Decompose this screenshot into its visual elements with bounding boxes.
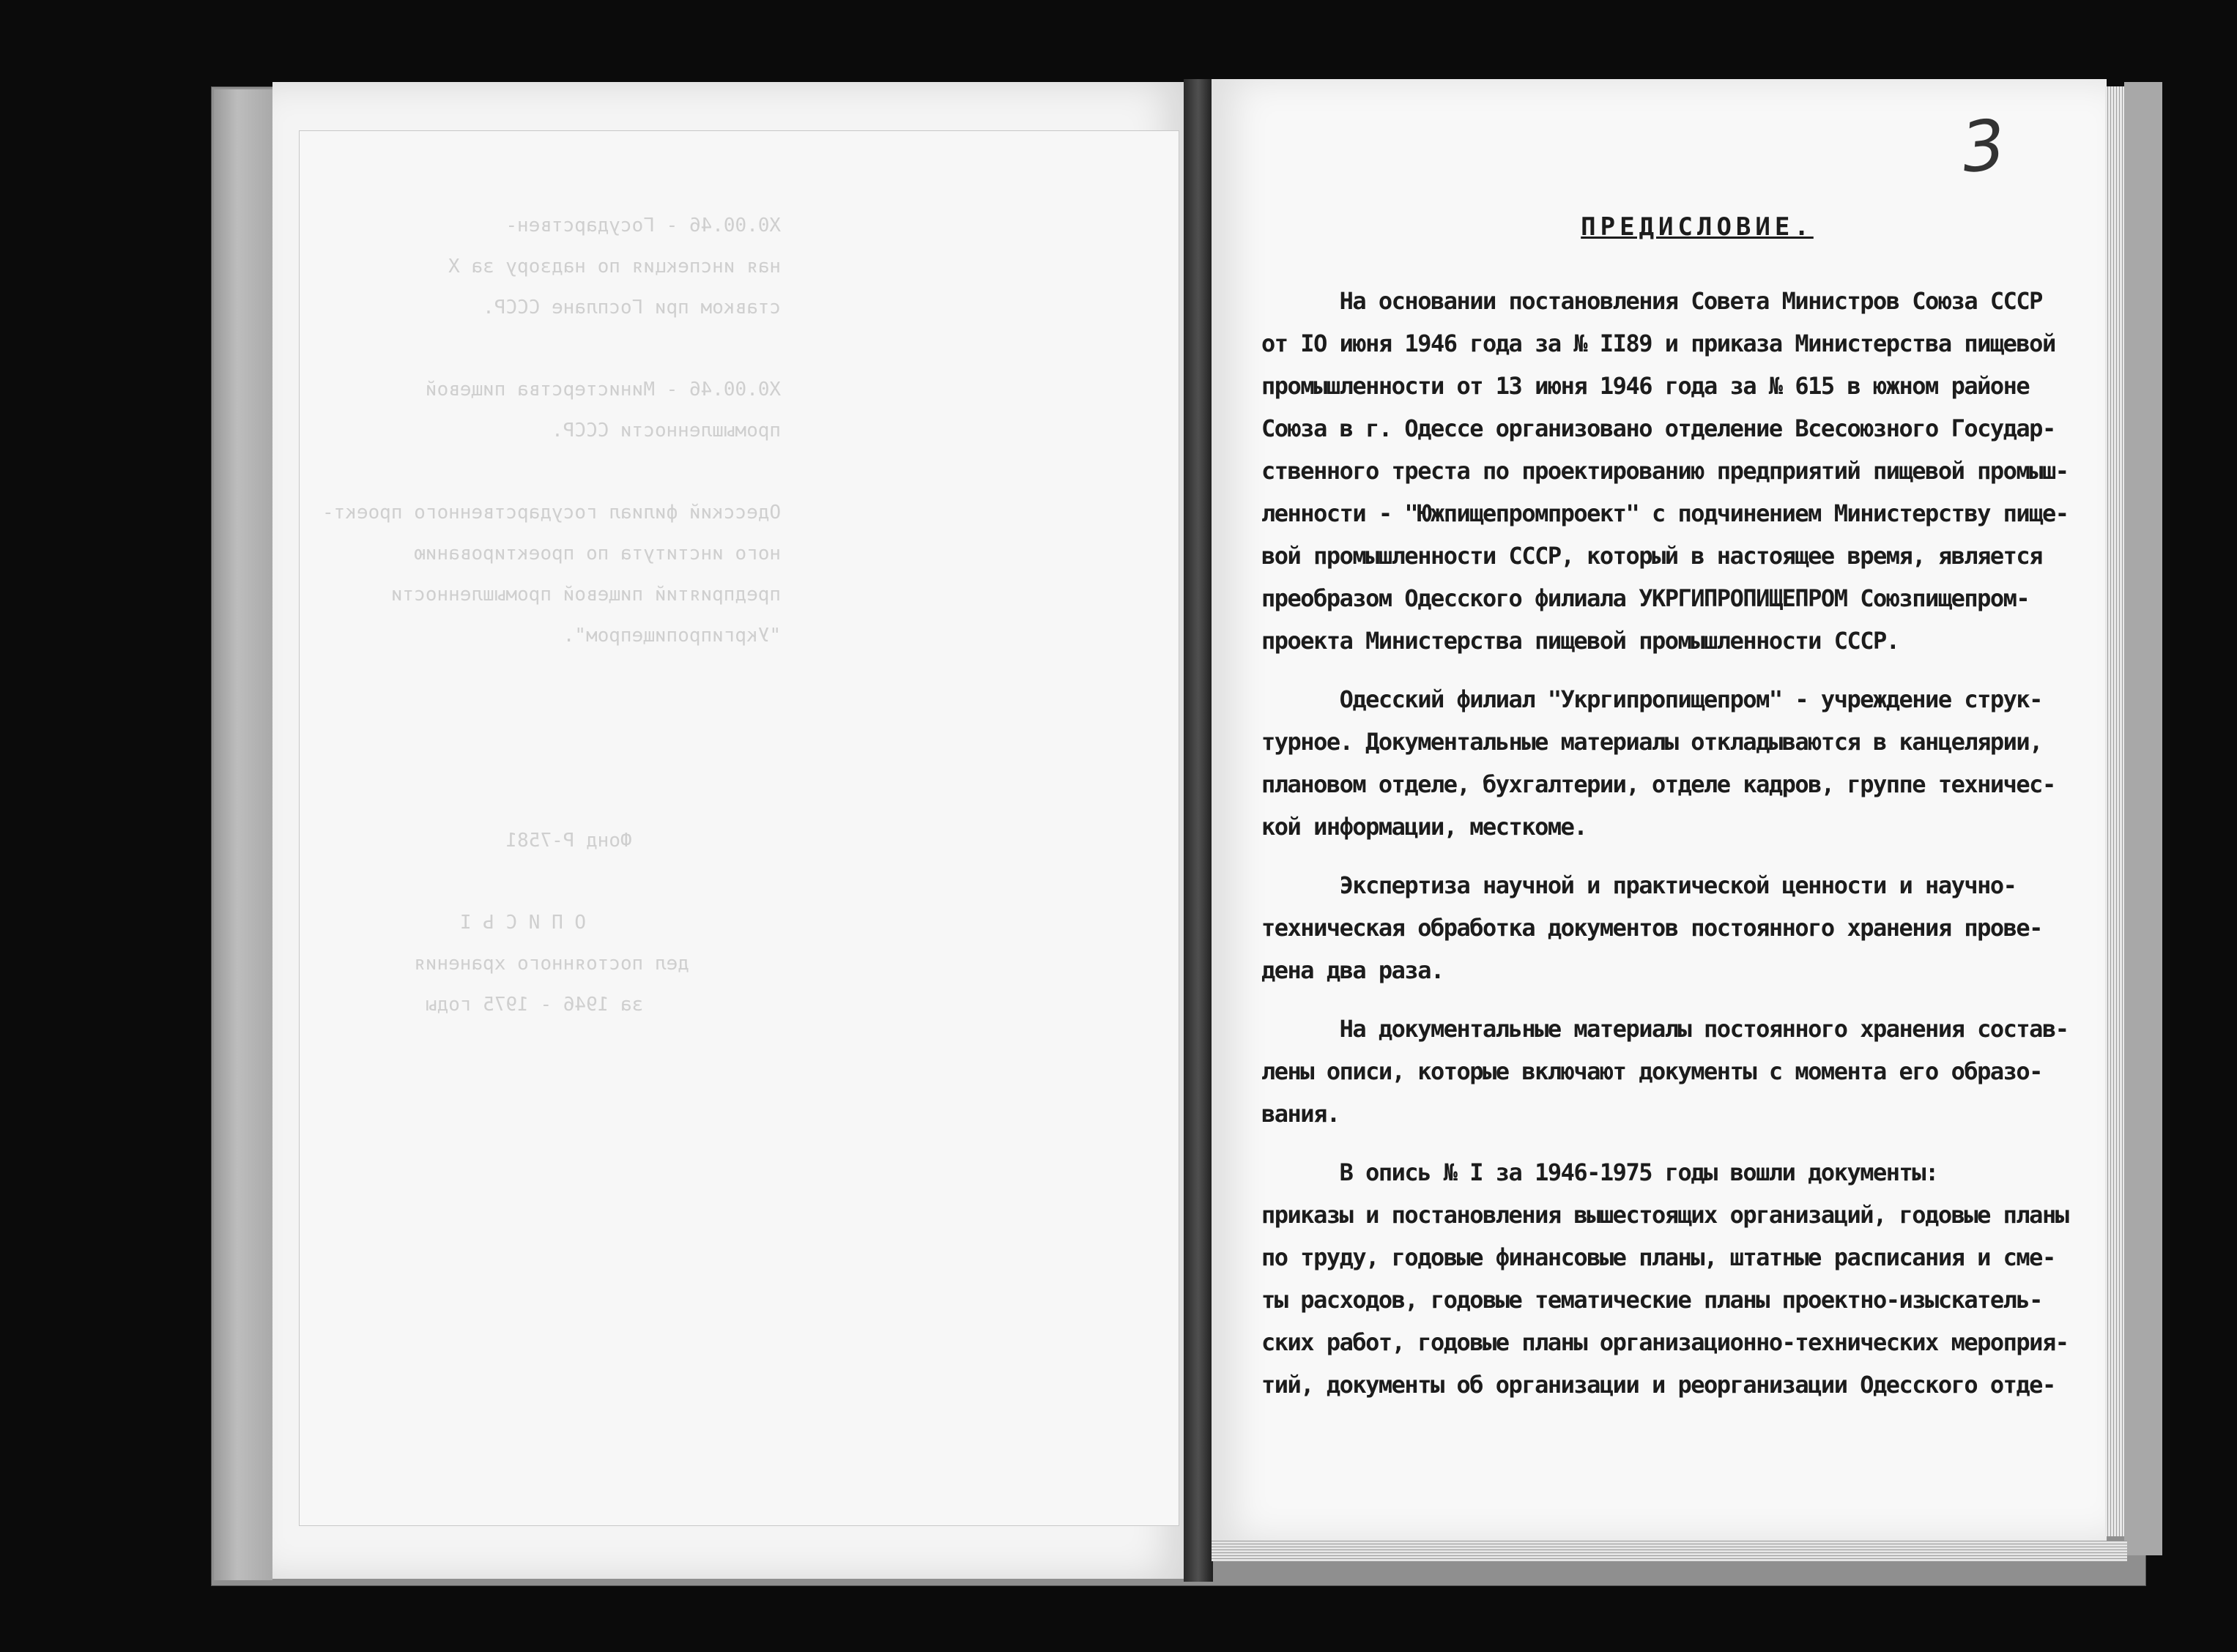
text-line: На документальные материалы постоянного хранения состав- <box>1261 1015 2069 1043</box>
page-stack-bottom-edge <box>1212 1541 2127 1561</box>
page-stack-edge <box>2105 86 2124 1536</box>
text-line: ленности - "Южпищепромпроект" с подчинением Министерству пище- <box>1261 499 2069 527</box>
book-gutter <box>1184 79 1213 1582</box>
paragraph <box>1261 1151 2074 1406</box>
text-line: от IO июня 1946 года за № II89 и приказа Министерства пищевой <box>1261 330 2055 357</box>
text-line: В опись № I за 1946-1975 годы вошли документы: <box>1261 1158 1938 1186</box>
left-page-bleed-through-text: Х0.00.46 - Государствен- ная инспекция по надзору за Х ставком при Госплане СССР. Х0.00.46 - Министерства пищевой промышленности СССР. Одесский филиал государственного проект- ного института по проектированию предприятий пищевой промышленности "Укргипропищепром". Фонд Р-7581 О П И С Ь I дел постоянного хранения за 1946 - 1975 годы <box>322 215 782 1016</box>
paragraph <box>1261 678 2074 848</box>
text-line: Союза в г. Одессе организовано отделение Всесоюзного Государ- <box>1261 414 2055 442</box>
text-line: тий, документы об организации и реорганизации Одесского отде- <box>1261 1371 2055 1399</box>
text-line: дена два раза. <box>1261 956 1444 984</box>
text-line: На основании постановления Совета Министров Союза СССР <box>1261 287 2042 315</box>
text-line: турное. Документальные материалы откладываются в канцелярии, <box>1261 728 2042 756</box>
text-line: вой промышленности СССР, который в настоящее время, является <box>1261 542 2042 570</box>
text-line: плановом отделе, бухгалтерии, отделе кадров, группе техничес- <box>1261 770 2055 798</box>
paragraph-list <box>1261 280 2074 1406</box>
text-line: вания. <box>1261 1100 1340 1128</box>
paragraph <box>1261 280 2074 662</box>
paragraph <box>1261 1008 2074 1135</box>
text-line: приказы и постановления вышестоящих организаций, годовые планы <box>1261 1201 2069 1229</box>
paragraph <box>1261 864 2074 991</box>
text-line: техническая обработка документов постоянного хранения прове- <box>1261 914 2042 942</box>
text-line: преобразом Одесского филиала УКРГИПРОПИЩЕПРОМ Союзпищепром- <box>1261 584 2030 612</box>
text-line: ты расходов, годовые тематические планы проектно-изыскатель- <box>1261 1286 2042 1314</box>
text-line: лены описи, которые включают документы с момента его образо- <box>1261 1057 2042 1085</box>
text-line: Экспертиза научной и практической ценности и научно- <box>1261 871 2017 899</box>
text-line: ских работ, годовые планы организационно-технических мероприя- <box>1261 1328 2069 1356</box>
text-line: по труду, годовые финансовые планы, штатные расписания и сме- <box>1261 1243 2055 1271</box>
cover-binding-strip <box>214 89 272 1580</box>
document-title: ПРЕДИСЛОВИЕ. <box>1581 212 1814 242</box>
text-line: промышленности от 13 июня 1946 года за № 615 в южном районе <box>1261 372 2030 400</box>
text-line: Одесский филиал "Укргипропищепром" - учреждение струк- <box>1261 685 2042 713</box>
document-body <box>1261 212 2074 1422</box>
text-line: ственного треста по проектированию предприятий пищевой промыш- <box>1261 457 2069 485</box>
book-right-cover-edge <box>2124 82 2162 1555</box>
text-line: кой информации, месткоме. <box>1261 813 1587 841</box>
handwritten-page-number: 3 <box>1957 105 2010 189</box>
text-line: проекта Министерства пищевой промышленности СССР. <box>1261 627 1899 655</box>
